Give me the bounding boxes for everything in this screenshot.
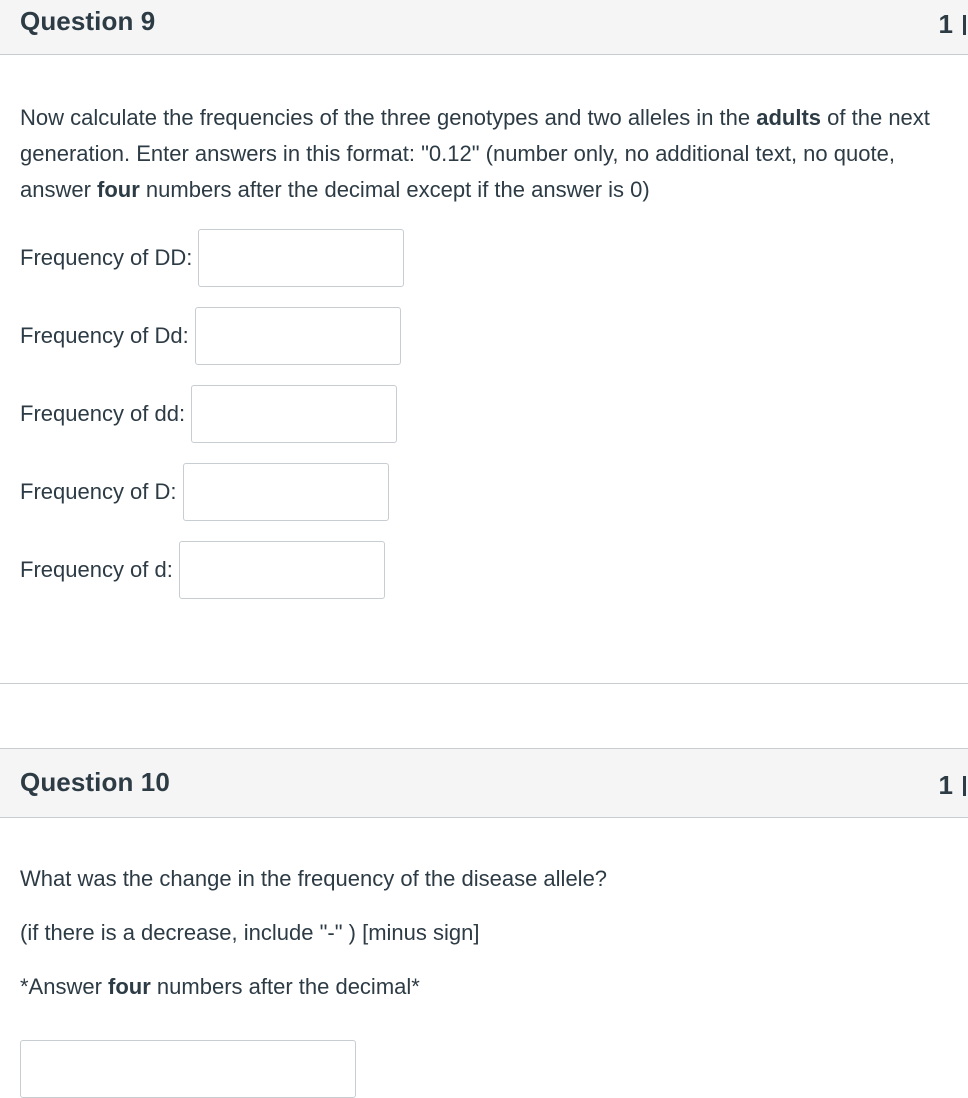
prompt-text: of the next generation. Enter answers in this format: "0.12" (number only, no additional text, no quote, answer [20,105,930,202]
field-label: Frequency of dd: [20,401,186,426]
field-row-dd-lower [20,384,397,444]
frequency-D-input[interactable] [183,463,389,521]
question-10-title: Question 10 [20,767,170,797]
instruction-text: numbers after the decimal* [150,974,420,999]
frequency-dd-input[interactable] [191,385,397,443]
field-row-dd-mixed [20,306,401,366]
field-label: Frequency of d: [20,557,173,582]
prompt-emphasis-adults: adults [756,105,822,130]
field-row-dd-upper [20,228,404,288]
frequency-DD-input[interactable] [198,229,404,287]
field-label: Frequency of Dd: [20,323,189,348]
instruction-text: *Answer [20,974,109,999]
prompt-text: numbers after the decimal except if the answer is 0) [139,177,650,202]
question-10-header [0,748,968,818]
question-9-prompt [20,100,965,208]
question-10-prompt: What was the change in the frequency of the disease allele? [20,866,608,891]
question-10-points: 1 [939,770,966,801]
frequency-d-input[interactable] [179,541,385,599]
field-label: Frequency of DD: [20,245,193,270]
instruction-emphasis-four: four [108,974,151,999]
question-9-points: 1 [939,9,966,40]
question-10-answer-input[interactable] [20,1040,356,1098]
field-row-D [20,462,389,522]
prompt-text: Now calculate the frequencies of the three genotypes and two alleles in the [20,105,757,130]
question-divider [0,683,968,684]
prompt-emphasis-four: four [97,177,140,202]
field-row-d [20,540,385,600]
frequency-Dd-input[interactable] [195,307,401,365]
question-9-header [0,0,968,55]
question-10-note: (if there is a decrease, include "-" ) [minus sign] [20,920,480,945]
question-9-title: Question 9 [20,6,156,36]
question-10-instruction [20,974,420,1000]
field-label: Frequency of D: [20,479,177,504]
